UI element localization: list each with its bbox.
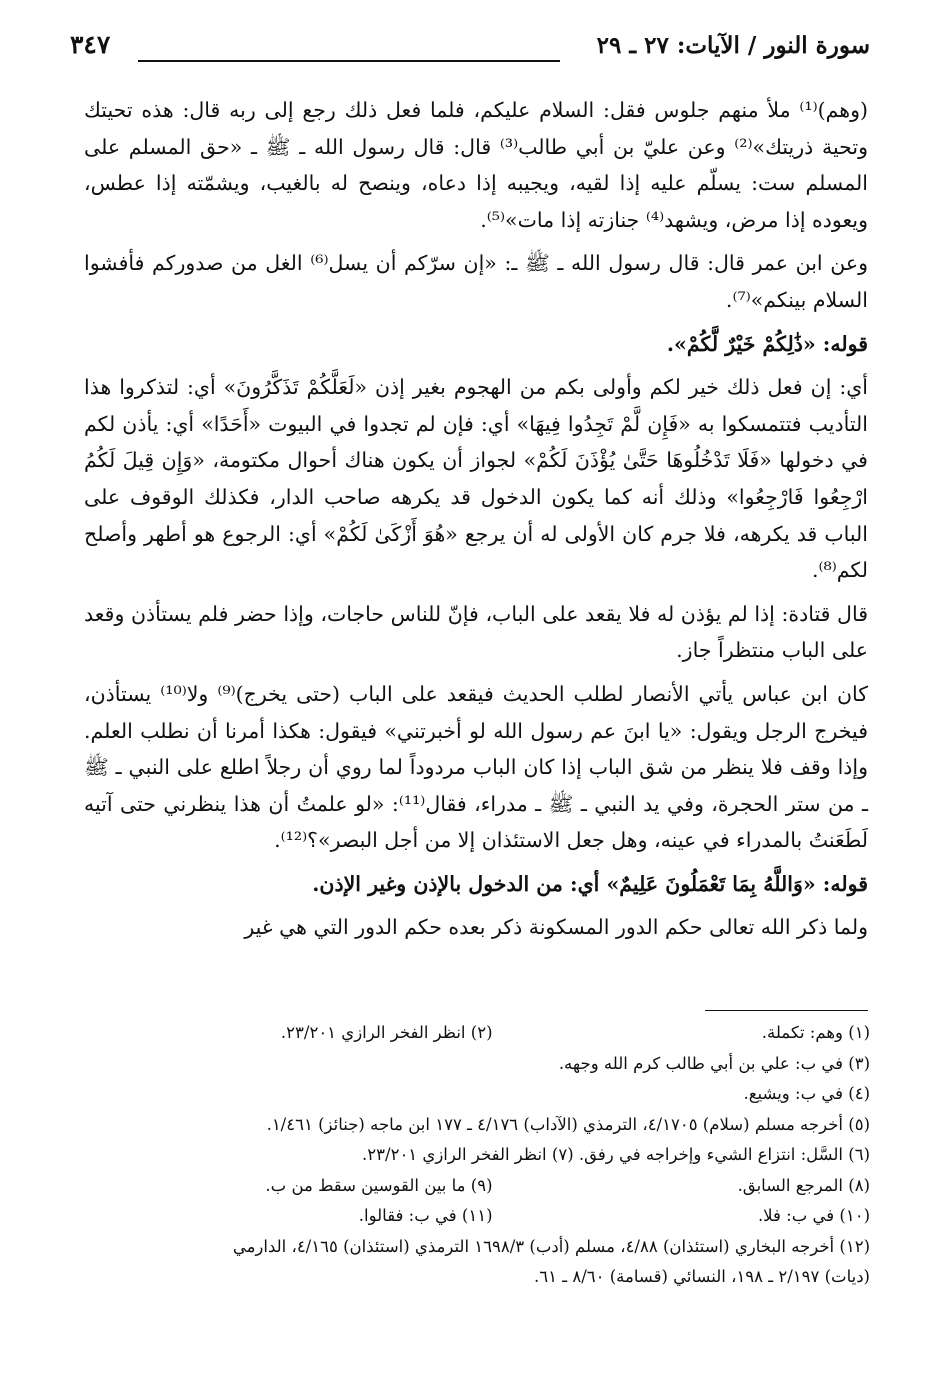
page-number: ٣٤٧ — [70, 30, 111, 59]
footnote: (١) وهم: تكملة. — [761, 1023, 870, 1042]
footnote-line — [115, 1110, 870, 1141]
paragraph: قال قتادة: إذا لم يؤذن له فلا يقعد على الباب، فإنّ للناس حاجات، وإذا حضر فلم يستأذن وقعد على الباب منتظراً جاز. — [84, 601, 868, 663]
paragraph: ولما ذكر الله تعالى حكم الدور المسكونة ذكر بعده حكم الدور التي هي غير — [244, 915, 868, 940]
footnote: (٨) المرجع السابق. — [737, 1175, 870, 1195]
header-rule — [138, 60, 560, 62]
footnote-line — [115, 1079, 870, 1110]
footnote-line — [115, 1171, 870, 1202]
paragraph: أي: إن فعل ذلك خير لكم وأولى بكم من الهجوم بغير إذن «لَعَلَّكُمْ تَذَكَّرُونَ» أي: لتذكروا هذا التأديب فتتمسكوا به «فَإِن لَّمْ تَجِدُوا فِيهَا» أي: فإن لم تجدوا في البيوت «أَحَدًا» أي: يأذن لكم في دخولها «فَلَا تَدْخُلُوهَا حَتَّىٰ يُؤْذَنَ لَكُمْ» لجواز أن يكون هناك أحوال مكتومة، «وَإِن قِيلَ لَكُمُ ارْجِعُوا فَارْجِعُوا» وذلك أنه كما يكون الدخول قد يكرهه صاحب الدار، فكذلك الوقوف على الباب قد يكرهه، فلا جرم كان الأولى له أن يرجع «هُوَ أَزْكَىٰ لَكُمْ» أي: الرجوع هو أطهر وأصلح لكم⁽⁸⁾. — [84, 375, 868, 583]
paragraph: كان ابن عباس يأتي الأنصار لطلب الحديث فيقعد على الباب (حتى يخرج)⁽⁹⁾ ولا⁽¹⁰⁾ يستأذن، فيخرج الرجل ويقول: «يا ابنَ عم رسول الله لو أخبرتني» فيقول: هكذا أمرنا أن نطلب العلم. وإذا وقف فلا ينظر من شق الباب إذا كان الباب مردوداً لما روي أن رجلاً اطلع على النبي ـ ﷺ ـ من ستر الحجرة، وفي يد النبي ـ ﷺ ـ مدراء، فقال⁽¹¹⁾: «لو علمتُ أن هذا ينظرني حتى آتيه لَطَعَنتُ بالمدراء في عينه، وهل جعل الاستئذان إلا من أجل البصر»؟⁽¹²⁾. — [84, 681, 868, 853]
main-text — [84, 92, 868, 946]
footnote: (١٢) أخرجه البخاري (استئذان) ٤/٨٨، مسلم (أدب) ١٦٩٨/٣ الترمذي (استئذان) ٤/١٦٥، الدارمي — [232, 1236, 870, 1256]
footnote-line — [115, 1262, 870, 1293]
footnote: (٩) ما بين القوسين سقط من ب. — [265, 1175, 493, 1195]
paragraph: (وهم)⁽¹⁾ ملأ منهم جلوس فقل: السلام عليكم، فلما فعل ذلك رجع إلى ربه قال: هذه تحيتك وتحية ذريتك»⁽²⁾ وعن عليّ بن أبي طالب⁽³⁾ قال: قال رسول الله ـ ﷺ ـ «حق المسلم على المسلم ست: يسلّم عليه إذا لقيه، ويجيبه إذا دعاه، وينصح له بالغيب، ويشمّته إذا عطس، ويعوده إذا مرض، ويشهد⁽⁴⁾ جنازته إذا مات»⁽⁵⁾. — [84, 98, 868, 232]
running-title: سورة النور / الآيات: ٢٧ ـ ٢٩ — [596, 32, 870, 59]
footnote: (٢) انظر الفخر الرازي ٢٣/٢٠١. — [280, 1023, 493, 1042]
footnote: (ديات) ٢/١٩٧ ـ ١٩٨، النسائي (قسامة) ٨/٦٠ ـ ٦١. — [534, 1267, 870, 1286]
paragraph: قوله: «وَاللَّهُ بِمَا تَعْمَلُونَ عَلِيمٌ» أي: من الدخول بالإذن وغير الإذن. — [312, 871, 868, 896]
footnotes — [115, 1018, 870, 1293]
footnote: (١١) في ب: فقالوا. — [358, 1206, 493, 1225]
paragraph: وعن ابن عمر قال: قال رسول الله ـ ﷺ ـ: «إن سرّكم أن يسل⁽⁶⁾ الغل من صدوركم فأفشوا السلام بينكم»⁽⁷⁾. — [84, 251, 868, 312]
footnote-line — [115, 1232, 870, 1263]
footnote-separator — [705, 1010, 868, 1011]
footnote-line — [115, 1140, 870, 1171]
footnote-line — [115, 1018, 870, 1049]
footnote: (٦) السَّل: انتزاع الشيء وإخراجه في رفق. (٧) انظر الفخر الرازي ٢٣/٢٠١. — [362, 1145, 870, 1164]
page-header — [70, 30, 870, 66]
footnote: (٤) في ب: ويشيع. — [743, 1084, 870, 1103]
footnote-line — [115, 1201, 870, 1232]
footnote: (٣) في ب: علي بن أبي طالب كرم الله وجهه. — [558, 1053, 870, 1073]
footnote: (٥) أخرجه مسلم (سلام) ٤/١٧٠٥، الترمذي (الآداب) ٤/١٧٦ ـ ١٧٧ ابن ماجه (جنائز) ١/٤٦١. — [266, 1114, 870, 1134]
paragraph: قوله: «ذَٰلِكُمْ خَيْرٌ لَّكُمْ». — [666, 331, 868, 356]
footnote-line — [115, 1049, 870, 1080]
footnote: (١٠) في ب: فلا. — [757, 1206, 870, 1225]
